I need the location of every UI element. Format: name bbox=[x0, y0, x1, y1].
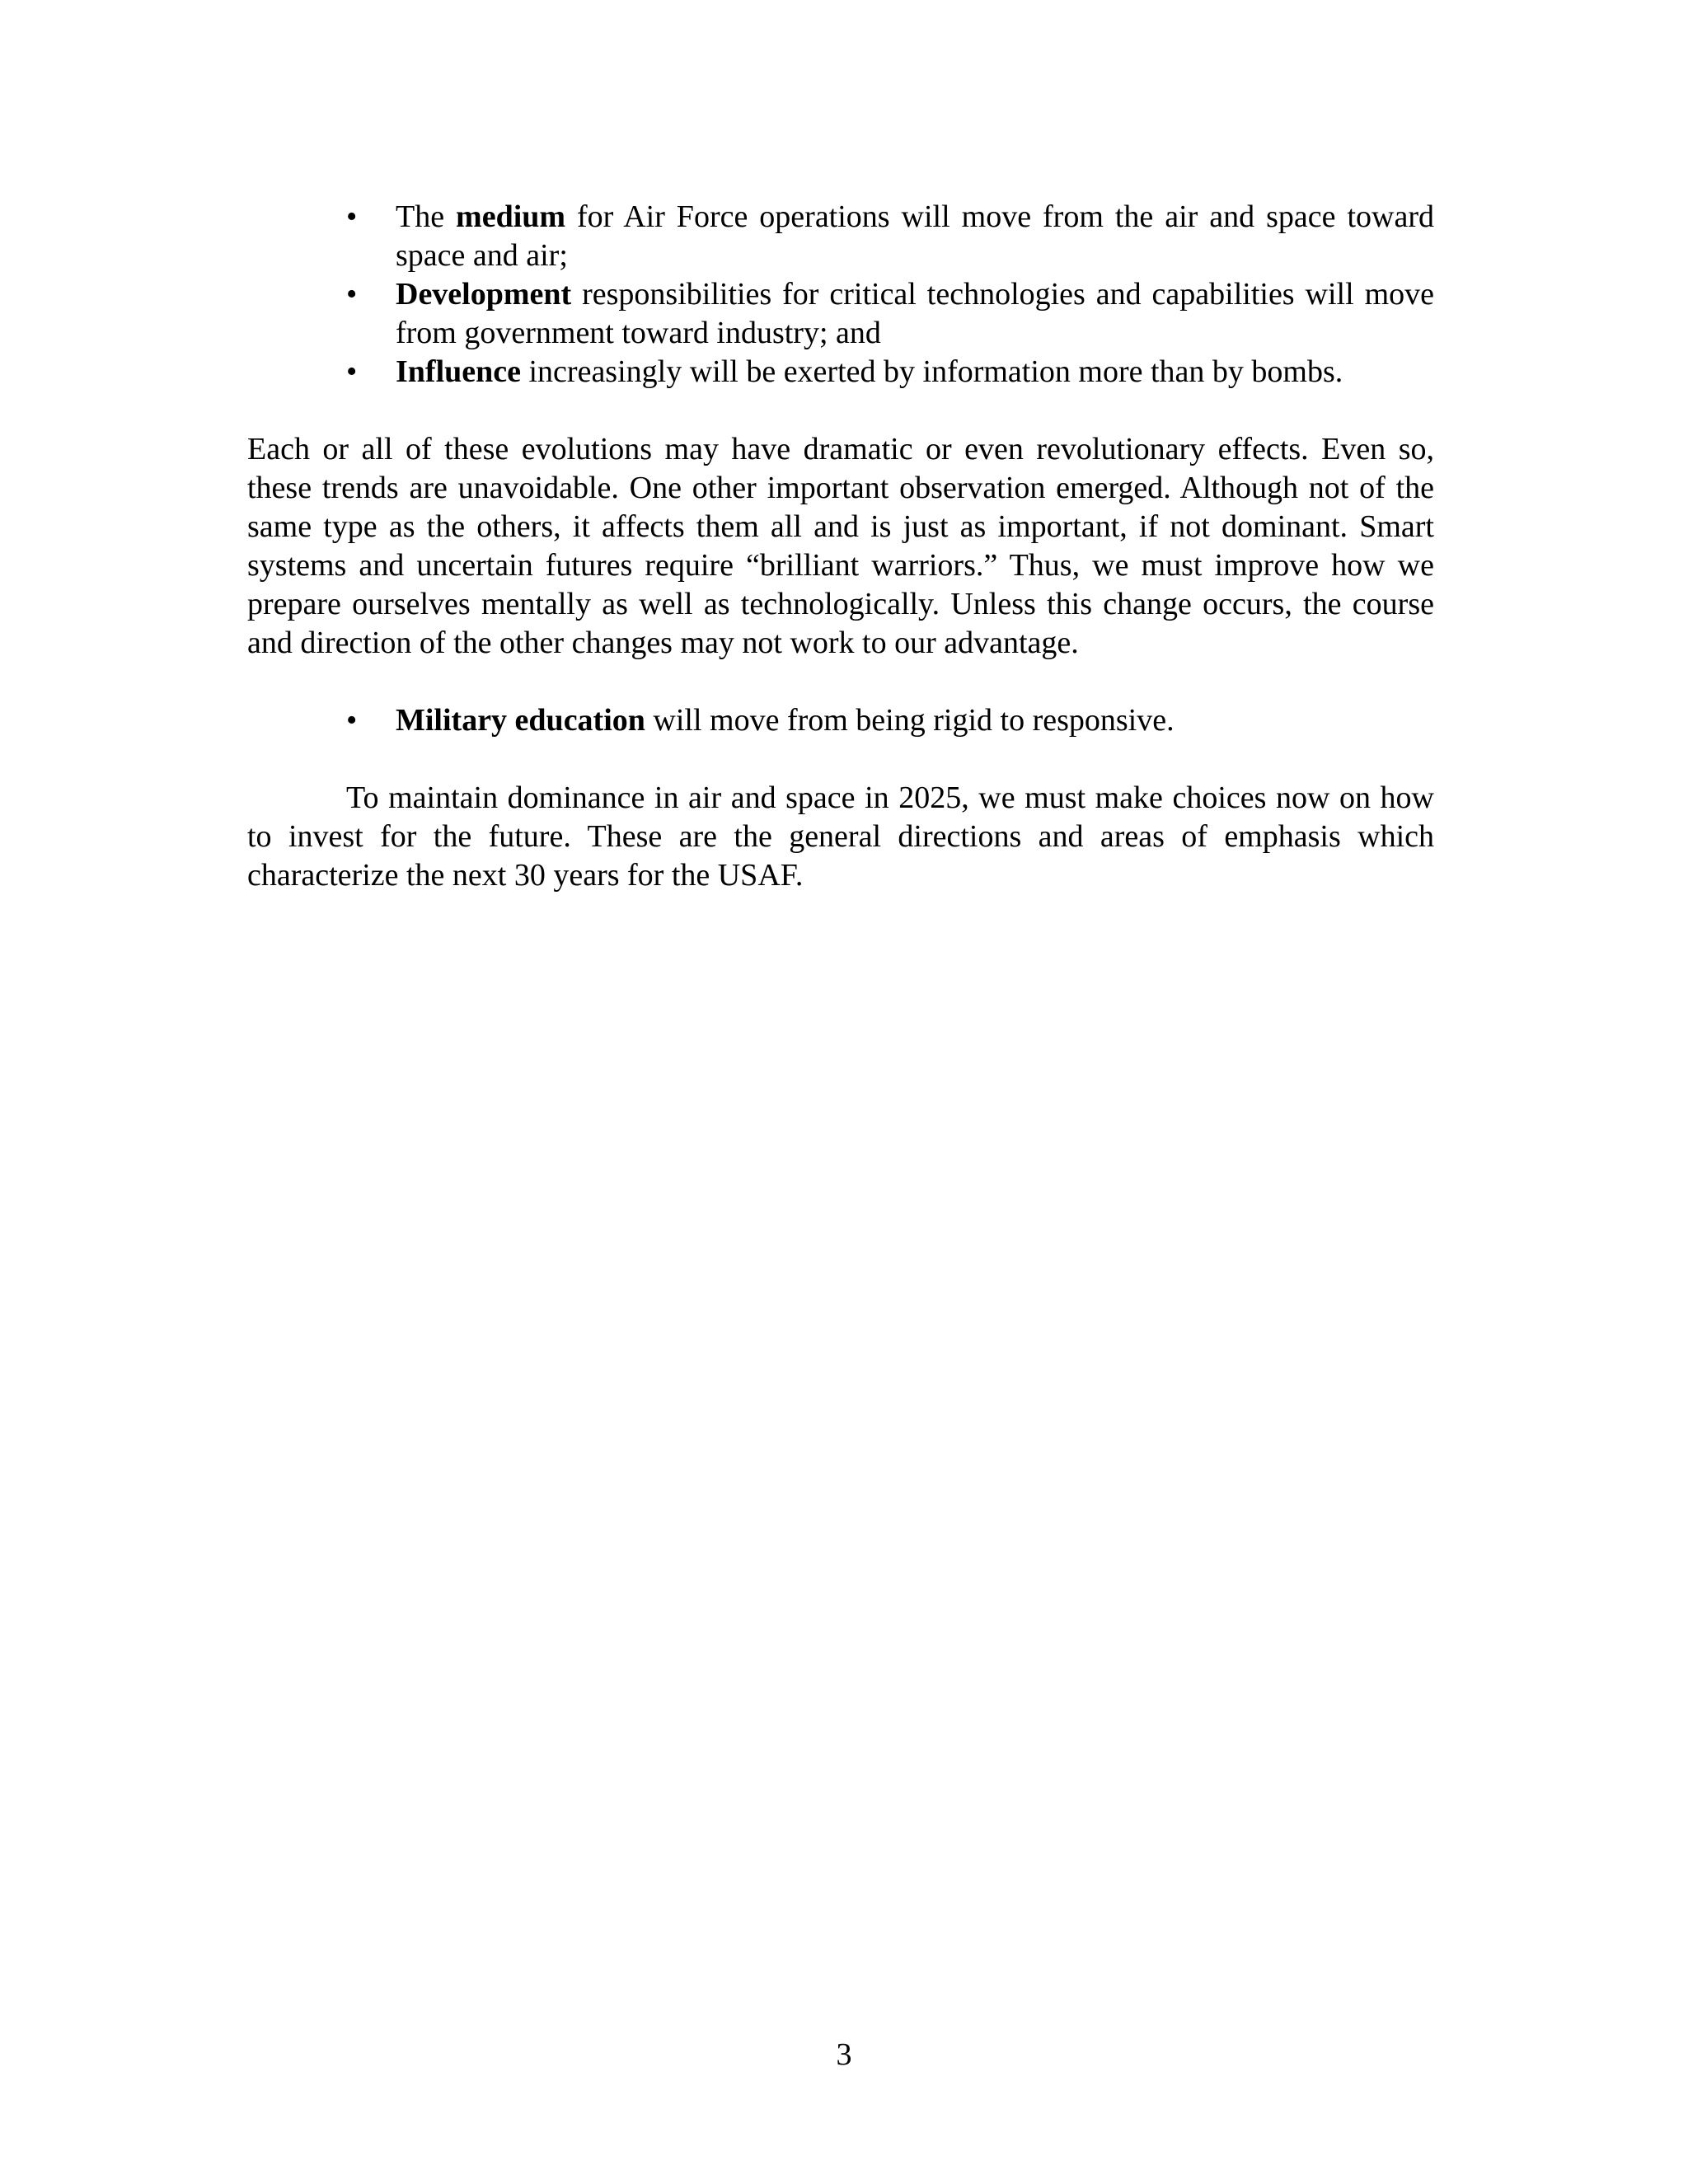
bullet-item-medium bbox=[247, 198, 1434, 275]
page-content bbox=[247, 198, 1434, 895]
bullet-text-pre: The bbox=[396, 199, 457, 234]
body-paragraph-evolutions: Each or all of these evolutions may have dramatic or even revolutionary effects. Even so, these trends are unavoidable. One other important observation emerged. Although not of the same type as the others, it affects them all and is just as important, if not dominant. Smart systems and uncertain futures require “brilliant warriors.” Thus, we must improve how we prepare ourselves mentally as well as technologically. Unless this change occurs, the course and direction of the other changes may not work to our advantage. bbox=[247, 432, 1434, 660]
education-bullet-list bbox=[247, 701, 1434, 740]
bullet-marker: • bbox=[346, 354, 358, 389]
bullet-keyword: Influence bbox=[396, 354, 521, 389]
bullet-keyword: Development bbox=[396, 277, 572, 312]
spacer bbox=[247, 663, 1434, 701]
bullet-item-military-education bbox=[247, 701, 1434, 740]
page-number: 3 bbox=[836, 2037, 852, 2072]
bullet-item-influence bbox=[247, 353, 1434, 391]
body-paragraph-dominance: To maintain dominance in air and space in 2025, we must make choices now on how to invest for the future. These are the general directions and areas of emphasis which characterize the next 30 years for the USAF. bbox=[247, 780, 1434, 893]
bullet-text-post: responsibilities for critical technologies and capabilities will move from government toward industry; and bbox=[396, 277, 1434, 350]
bullet-text-post: will move from being rigid to responsive. bbox=[645, 703, 1175, 738]
trend-bullet-list bbox=[247, 198, 1434, 391]
bullet-marker: • bbox=[346, 199, 358, 234]
bullet-keyword: Military education bbox=[396, 703, 645, 738]
bullet-text-post: increasingly will be exerted by information more than by bombs. bbox=[521, 354, 1343, 389]
bullet-keyword: medium bbox=[456, 199, 566, 234]
bullet-marker: • bbox=[346, 277, 358, 312]
bullet-text-post: for Air Force operations will move from the air and space toward space and air; bbox=[396, 199, 1435, 273]
bullet-marker: • bbox=[346, 703, 358, 738]
bullet-item-development bbox=[247, 275, 1434, 353]
